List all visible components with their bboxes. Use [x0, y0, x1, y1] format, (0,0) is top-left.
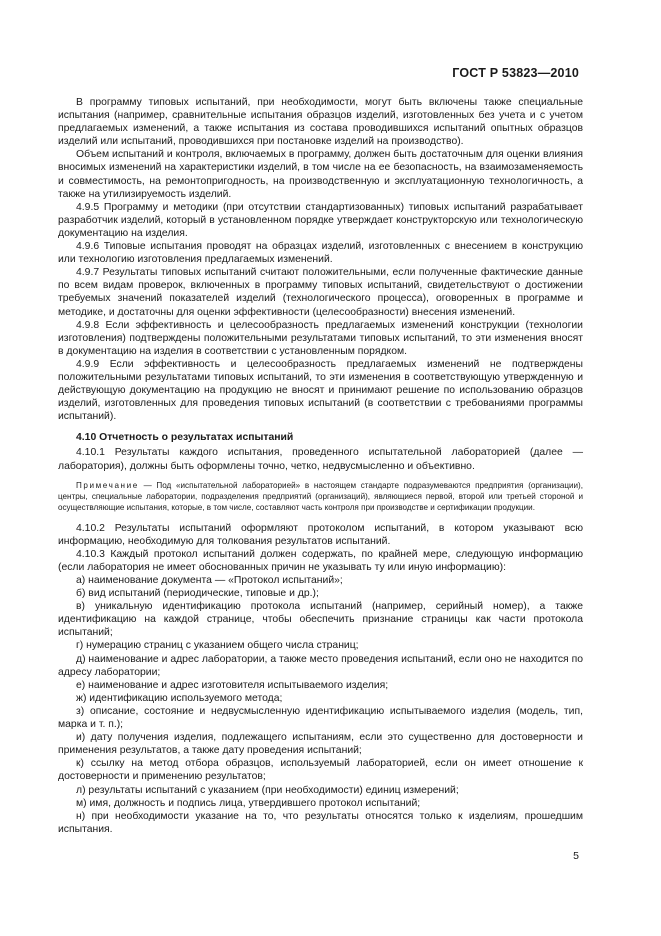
clause-4-9-5: 4.9.5 Программу и методики (при отсутствии стандартизованных) типовых испытаний разрабатывает разработчик изделий, который в установленном порядке утверждает конструкторскую или технологическую документацию на изделия.	[58, 201, 583, 239]
list-item: з) описание, состояние и недвусмысленную идентификацию испытываемого изделия (модель, тип, марка и т. п.);	[58, 705, 583, 731]
document-body	[58, 96, 583, 836]
note-text: — Под «испытательной лабораторией» в настоящем стандарте подразумеваются предприятия (организации), центры, специальные лаборатории, подразделения предприятий (организаций), являющиеся первой, второй или третьей стороной и осуществляющие испытания, которые, в том числе, составляют часть контроля при производстве и сертификации продукции.	[58, 480, 583, 512]
list-item: и) дату получения изделия, подлежащего испытаниям, если это существенно для достоверности и применения результатов, а также дату проведения испытаний;	[58, 732, 583, 757]
note	[58, 480, 583, 513]
clause-4-10-3: 4.10.3 Каждый протокол испытаний должен содержать, по крайней мере, следующую информацию (если лаборатория не имеет обоснованных причин не указывать ту или иную информацию):	[58, 548, 583, 573]
list-item: л) результаты испытаний с указанием (при необходимости) единиц измерений;	[76, 784, 459, 796]
note-lead: Примечание	[76, 480, 139, 490]
list-item: м) имя, должность и подпись лица, утвердившего протокол испытаний;	[76, 797, 421, 809]
clause-4-10-1: 4.10.1 Результаты каждого испытания, проведенного испытательной лабораторией (далее — лаборатория), должны быть оформлены точно, четко, недвусмысленно и объективно.	[58, 447, 583, 472]
clause-4-9-8: 4.9.8 Если эффективность и целесообразность предлагаемых изменений конструкции (технологии изготовления) подтверждены положительными результатами типовых испытаний, то эти изменения вносят в документацию на изделия в соответствии с установленным порядком.	[58, 319, 583, 357]
clause-4-9-6: 4.9.6 Типовые испытания проводят на образцах изделий, изготовленных с внесением в конструкцию или технологию изготовления предлагаемых изменений.	[58, 241, 583, 266]
list-item: е) наименование и адрес изготовителя испытываемого изделия;	[76, 679, 389, 691]
clause-4-10-2: 4.10.2 Результаты испытаний оформляют протоколом испытаний, в котором указывают всю информацию, необходимую для толкования результатов испытаний.	[58, 522, 583, 547]
list-item: д) наименование и адрес лаборатории, а также место проведения испытаний, если оно не находится по адресу лаборатории;	[58, 653, 583, 678]
section-heading: 4.10 Отчетность о результатах испытаний	[76, 432, 294, 444]
paragraph: Объем испытаний и контроля, включаемых в программу, должен быть достаточным для оценки влияния вносимых изменений на характеристики изделий, в том числе на ее безопасность, на взаимозаменяемость и совместимость, на ремонтопригодность, на производственную и эксплуатационную технологичность, а также на утилизируемость изделий.	[58, 149, 583, 200]
list-item: г) нумерацию страниц с указанием общего числа страниц;	[76, 640, 359, 652]
clause-4-9-9: 4.9.9 Если эффективность и целесообразность предлагаемых изменений не подтверждены положительными результатами типовых испытаний, то эти изменения в соответствующую утвержденную и действующую документацию на продукцию не вносят и принимают решение по использованию образцов изделий, изготовленных для проведения типовых испытаний (в соответствии с требованиями программы испытаний).	[58, 358, 583, 423]
list-item: а) наименование документа — «Протокол испытаний»;	[76, 575, 343, 586]
clause-4-9-7: 4.9.7 Результаты типовых испытаний считают положительными, если полученные фактические данные по всем видам проверок, включенных в программу типовых испытаний, свидетельствуют о достижении требуемых значений показателей изделий (технологического процесса), оговоренных в программе и методике, и достаточны для оценки эффективности (целесообразности) внесения изменений.	[58, 267, 583, 318]
list-item: в) уникальную идентификацию протокола испытаний (например, серийный номер), а также идентификацию на каждой странице, чтобы обеспечить признание страницы как части протокола испытаний;	[58, 601, 583, 639]
list-item: н) при необходимости указание на то, что результаты относятся только к изделиям, прошедшим испытания.	[58, 810, 583, 835]
paragraph: В программу типовых испытаний, при необходимости, могут быть включены также специальные испытания (например, сравнительные испытания образцов изделий, изготовленных без учета и с учетом предлагаемых изменений, а также испытания из состава проводившихся испытаний опытных образцов изделий или испытаний, проводившихся при постановке изделий на производство).	[58, 97, 583, 148]
list-item: б) вид испытаний (периодические, типовые и др.);	[76, 588, 319, 600]
list-item: ж) идентификацию используемого метода;	[76, 692, 283, 704]
list-item: к) ссылку на метод отбора образцов, используемый лабораторией, если он имеет отношение к достоверности и применению результатов;	[58, 758, 583, 783]
page-number: 5	[573, 850, 579, 862]
document-header: ГОСТ Р 53823—2010	[452, 66, 579, 80]
